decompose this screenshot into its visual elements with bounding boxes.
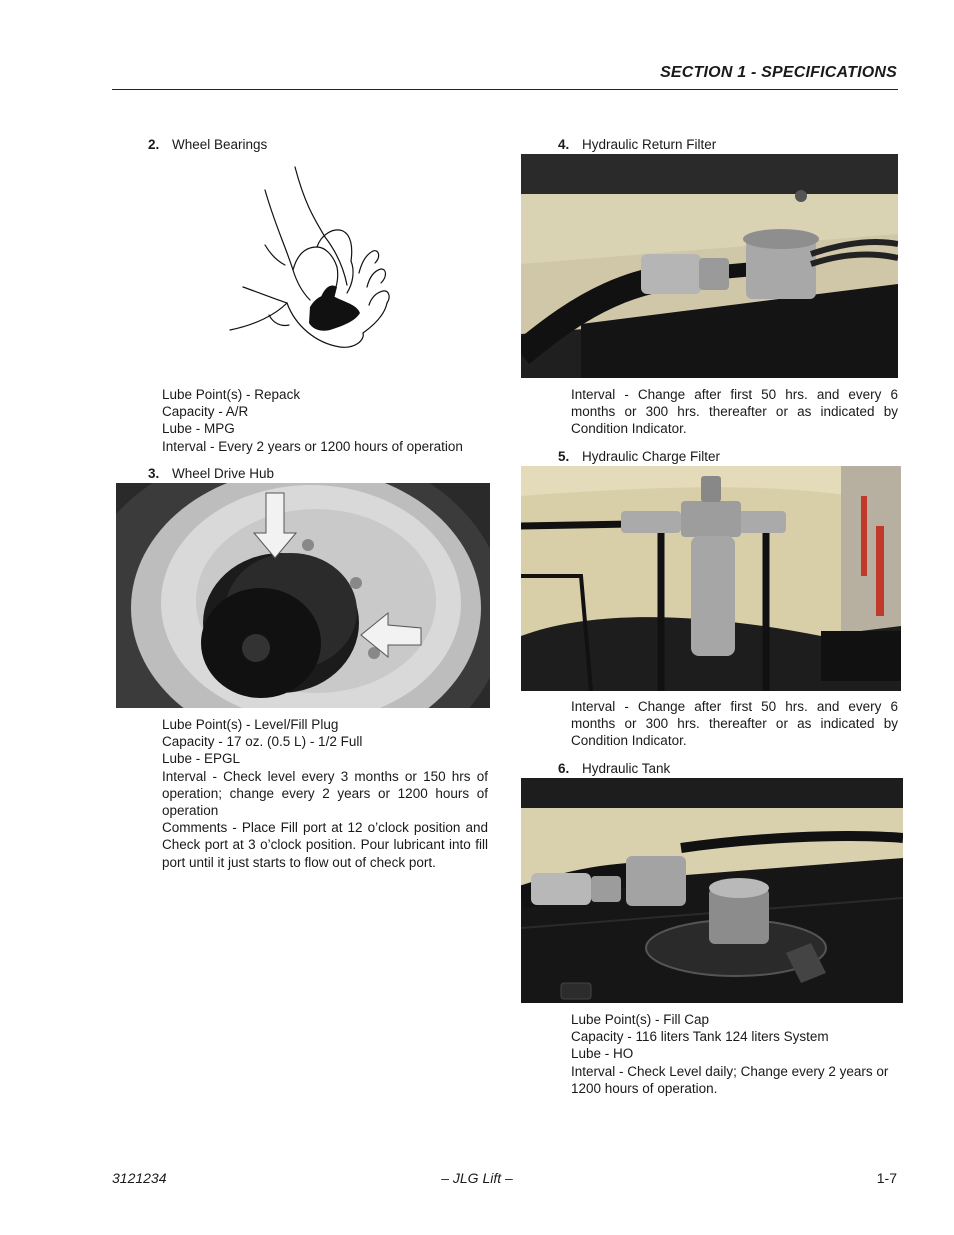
item-heading-hydraulic-charge-filter: [558, 448, 720, 465]
spec-line: Lube - HO: [571, 1046, 634, 1062]
spec-line: Lube Point(s) - Level/Fill Plug: [162, 717, 339, 732]
wheel-bearings-specs: [162, 386, 492, 455]
item-title: Hydraulic Charge Filter: [582, 449, 721, 464]
footer-page-number: 1-7: [876, 1170, 897, 1186]
item-number: 6.: [558, 761, 570, 776]
spec-line: Lube - EPGL: [162, 751, 241, 767]
footer-doc-number: 3121234: [112, 1170, 167, 1186]
item-heading-hydraulic-return-filter: [558, 136, 716, 153]
item-heading-wheel-bearings: [148, 136, 267, 153]
spec-line: Capacity - 17 oz. (0.5 L) - 1/2 Full: [162, 734, 363, 750]
footer-center: – JLG Lift –: [441, 1170, 513, 1186]
item-title: Hydraulic Return Filter: [582, 137, 717, 152]
wheel-drive-hub-specs: [162, 716, 488, 871]
spec-line: Lube - MPG: [162, 421, 235, 437]
item-number: 2.: [148, 137, 160, 152]
spec-line: Lube Point(s) - Fill Cap: [571, 1012, 710, 1027]
item-number: 5.: [558, 449, 570, 464]
hydraulic-charge-filter-specs: [571, 698, 898, 750]
section-title: SECTION 1 - SPECIFICATIONS: [660, 64, 897, 81]
hydraulic-tank-specs: [571, 1011, 905, 1097]
spec-line: Capacity - A/R: [162, 404, 249, 420]
spec-line: Comments - Place Fill port at 12 o’clock position and Check port at 3 o’clock position. Pour lubricant into fill port until it just starts to flow out of check port.: [162, 820, 488, 870]
spec-line: Interval - Check Level daily; Change every 2 years or 1200 hours of operation.: [571, 1063, 889, 1096]
spec-line: Capacity - 116 liters Tank 124 liters System: [571, 1029, 829, 1045]
hydraulic-tank-photo: [521, 778, 903, 1003]
header-rule: [112, 89, 898, 90]
hydraulic-return-filter-photo: [521, 154, 898, 378]
item-title: Wheel Drive Hub: [172, 466, 275, 481]
item-heading-wheel-drive-hub: [148, 465, 274, 482]
spec-line: Interval - Change after first 50 hrs. and every 6 months or 300 hrs. thereafter or as indicated by Condition Indicator.: [571, 387, 898, 437]
item-title: Hydraulic Tank: [582, 761, 671, 776]
item-heading-hydraulic-tank: [558, 760, 670, 777]
greasing-hands-illustration: [225, 165, 400, 365]
item-number: 4.: [558, 137, 570, 152]
item-title: Wheel Bearings: [172, 137, 268, 152]
hydraulic-charge-filter-photo: [521, 466, 901, 691]
spec-line: Interval - Check level every 3 months or 150 hrs of operation; change every 2 years or 1200 hours of operation: [162, 768, 488, 819]
spec-line: Interval - Change after first 50 hrs. and every 6 months or 300 hrs. thereafter or as indicated by Condition Indicator.: [571, 699, 898, 749]
wheel-drive-hub-photo: [116, 483, 490, 708]
spec-line: Lube Point(s) - Repack: [162, 387, 301, 402]
item-number: 3.: [148, 466, 160, 481]
hydraulic-return-filter-specs: [571, 386, 898, 438]
spec-line: Interval - Every 2 years or 1200 hours of operation: [162, 438, 463, 454]
